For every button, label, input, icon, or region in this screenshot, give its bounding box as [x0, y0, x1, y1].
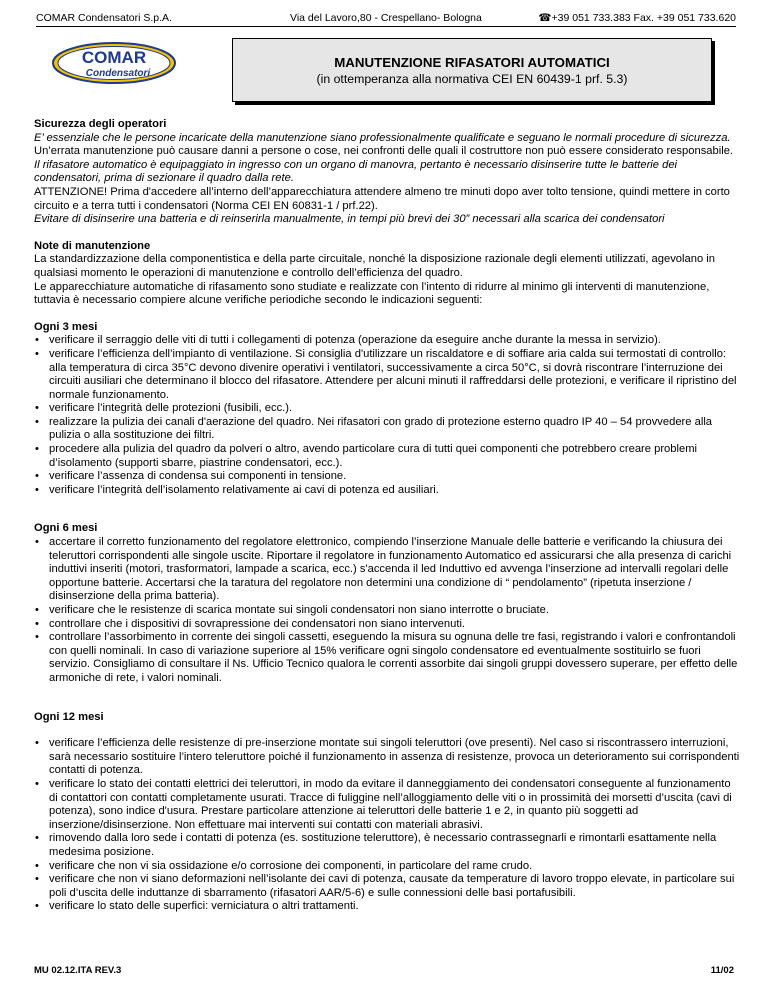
page-footer: [34, 965, 734, 976]
document-body: [34, 118, 742, 914]
list-item: • verificare l’efficienza dell’impianto di ventilazione. Si consiglia d'utilizzare un riscaldatore e di soffiare aria calda sui termostati di controllo: alla temperatura di circa 35°C devono divenire operativi i ventilatori, successivamente a circa 50°C, si dovrà riscontrare l’interruzione dei circuiti ausiliari che determinano il blocco del rifasatore. Attendere per alcuni minuti il raffreddarsi delle protezioni, e verificare il ripristino del normale funzionamento.: [34, 348, 742, 402]
list-item: • verificare lo stato dei contatti elettrici dei teleruttori, in modo da evitare il danneggiamento dei condensatori conseguente al funzionamento di contattori con contatti completamente usurati. Tracce di fuliggine nell’alloggiamento delle viti o in prossimità dei morsetti d’uscita (cavi di potenza), sono indice d'usura. Prestare particolare attenzione ai teleruttori delle batterie 1 e 2, in quanto più soggetti ad inserzione/disinserzione. Non effettuare mai interventi sui contatti con materiali abrasivi.: [34, 778, 742, 832]
safety-paragraph-2: Un’errata manutenzione può causare danni a persone o cose, nei confronti delle quali il costruttore non può essere considerato responsabile.: [34, 145, 734, 158]
section-6-months-list: [34, 536, 742, 686]
company-name: COMAR Condensatori S.p.A.: [36, 12, 172, 24]
list-item: • verificare che le resistenze di scarica montate sui singoli condensatori non siano interrotte o bruciate.: [34, 604, 742, 618]
document-title: MANUTENZIONE RIFASATORI AUTOMATICI: [334, 55, 610, 70]
list-item: • verificare l’assenza di condensa sui componenti in tensione.: [34, 470, 742, 484]
document-date: 11/02: [710, 965, 734, 976]
logo-text-comar: COMAR: [81, 48, 147, 67]
safety-heading: Sicurezza degli operatori: [34, 118, 167, 130]
section-6-months-heading: Ogni 6 mesi: [34, 522, 98, 535]
page-header: [36, 10, 736, 27]
safety-paragraph-3: Il rifasatore automatico è equipaggiato in ingresso con un organo di manovra, pertanto è necessario disinserire tutte le batterie dei condensatori, prima di sezionare il quadro dalla rete.: [34, 158, 678, 185]
comar-logo: [52, 42, 176, 84]
logo-text-condensatori: Condensatori: [85, 68, 151, 79]
list-item: • controllare che i dispositivi di sovrapressione dei condensatori non siano intervenuti.: [34, 618, 742, 632]
section-12-months-list: [34, 737, 742, 914]
document-code: MU 02.12.ITA REV.3: [34, 965, 122, 976]
section-12-months-heading: Ogni 12 mesi: [34, 710, 104, 723]
safety-paragraph-5: Evitare di disinserire una batteria e di reinserirla manualmente, in tempi più brevi dei 30” necessari alla scarica dei condensatori: [34, 213, 665, 226]
list-item: • verificare il serraggio delle viti di tutti i collegamenti di potenza (operazione da eseguire anche durante la messa in servizio).: [34, 334, 742, 348]
list-item: • accertare il corretto funzionamento del regolatore elettronico, compiendo l’inserzione Manuale delle batterie e verificando la chiusura dei teleruttori corrispondenti alle singole uscite. Riportare il regolatore in funzionamento Automatico ed assicurarsi che alla presenza di carichi induttivi inseriti (motori, trasformatori, lampade a scarica, ecc.) s'accenda il led Induttivo ed avvenga l’inserzione ad intervalli regolari delle opportune batterie. Accertarsi che la taratura del regolatore non determini una condizione di “ pendolamento” (ripetuta inserzione / disinserzione della prima batteria).: [34, 536, 742, 604]
list-item: • procedere alla pulizia del quadro da polveri o altro, avendo particolare cura di tutti quei componenti che potrebbero creare problemi d’isolamento (supporti sbarre, piastrine condensatori, ecc.).: [34, 443, 742, 470]
list-item: • verificare che non vi sia ossidazione e/o corrosione dei componenti, in particolare del rame crudo.: [34, 860, 742, 874]
safety-paragraph-4: ATTENZIONE! Prima d'accedere all’interno dell’apparecchiatura attendere almeno tre minuti dopo aver tolto tensione, quindi mettere in corto circuito e a terra tutti i condensatori (Norma CEI EN 60831-1 / prf.22).: [34, 185, 730, 212]
list-item: • verificare l’integrità delle protezioni (fusibili, ecc.).: [34, 402, 742, 416]
list-item: • rimovendo dalla loro sede i contatti di potenza (es. sostituzione teleruttore), è necessario contrassegnarli e rimontarli esattamente nella medesima posizione.: [34, 832, 742, 859]
safety-paragraph-1: E’ essenziale che le persone incaricate della manutenzione siano professionalmente qualificate e seguano le normali procedure di sicurezza.: [34, 131, 731, 144]
section-3-months-heading: Ogni 3 mesi: [34, 320, 98, 333]
list-item: • verificare che non vi siano deformazioni nell’isolante dei cavi di potenza, causate da temperature di lavoro troppo elevate, in particolare sui poli d’uscita delle induttanze di sbarramento (rifasatori AAR/5-6) e sulle connessioni delle basi portafusibili.: [34, 873, 742, 900]
document-subtitle: (in ottemperanza alla normativa CEI EN 60439-1 prf. 5.3): [316, 72, 628, 86]
list-item: • verificare lo stato delle superfici: verniciatura o altri trattamenti.: [34, 900, 742, 914]
list-item: • realizzare la pulizia dei canali d'aerazione del quadro. Nei rifasatori con grado di protezione esterno quadro IP 40 – 54 provvedere alla pulizia o alla sostituzione dei filtri.: [34, 416, 742, 443]
notes-paragraph-2: Le apparecchiature automatiche di rifasamento sono studiate e realizzate con l’intento di ridurre al minimo gli interventi di manutenzione, tuttavia è necessario compiere alcune verifiche periodiche secondo le indicazioni seguenti:: [34, 280, 710, 307]
company-contacts: ☎+39 051 733.383 Fax. +39 051 733.620: [538, 12, 736, 24]
notes-paragraph-1: La standardizzazione della componentistica e della parte circuitale, nonché la disposizione razionale degli elementi utilizzati, agevolano in qualsiasi momento le operazioni di manutenzione e controllo dell’efficienza del quadro.: [34, 253, 715, 279]
notes-heading: Note di manutenzione: [34, 239, 151, 252]
title-box: [232, 38, 712, 102]
list-item: • verificare l’integrità dell’isolamento relativamente ai cavi di potenza ed ausiliari.: [34, 484, 742, 498]
section-3-months-list: [34, 334, 742, 497]
list-item: • controllare l’assorbimento in corrente dei singoli cassetti, eseguendo la misura su ognuna delle tre fasi, registrando i valori e confrontandoli con quelli nominali. In caso di variazione superiore al 15% verificare ogni singolo condensatore ed eventualmente sostituirlo se fuori servizio. Consigliamo di consultare il Ns. Ufficio Tecnico qualora le correnti assorbite dai singoli gruppi dovessero superare, per effetto delle armoniche di rete, i valori nominali.: [34, 631, 742, 685]
company-address: Via del Lavoro,80 - Crespellano- Bologna: [290, 12, 482, 24]
list-item: • verificare l’efficienza delle resistenze di pre-inserzione montate sui singoli teleruttori (ove presenti). Nel caso si riscontrassero interruzioni, sarà necessario sostituire l’intero teleruttore poiché il funzionamento in assenza di resistenze, provoca un deterioramento sui corrispondenti contatti di potenza.: [34, 737, 742, 778]
